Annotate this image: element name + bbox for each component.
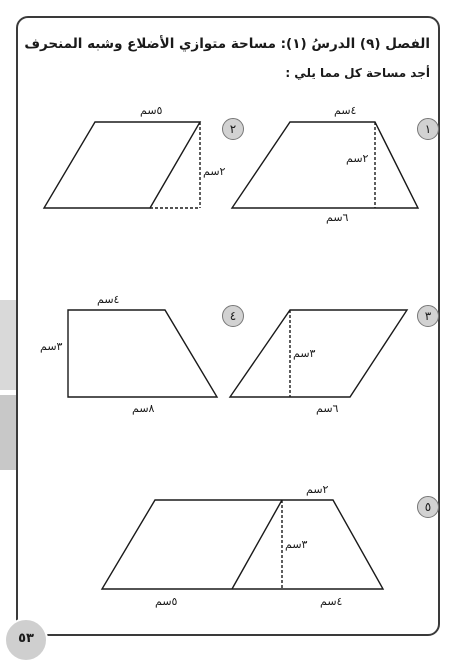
p2-height-label: ٢سم [203,165,226,178]
instruction-text: أجد مساحة كل مما يلي : [285,66,430,80]
problem-2-badge: ٢ [222,118,244,140]
p1-bottom-label: ٦سم [326,211,349,224]
p4-height-label: ٣سم [40,340,63,353]
p1-height-label: ٢سم [346,152,369,165]
p3-bottom-label: ٦سم [316,402,339,415]
problem-3-badge: ٣ [417,305,439,327]
page-number: ٥٣ [4,618,48,662]
trapezoid-4 [68,310,217,397]
problem-5-badge: ٥ [417,496,439,518]
lesson-title: الفصل (٩) الدرسُ (١): مساحة متوازي الأضلاع وشبه المنحرف [24,36,430,52]
parallelogram-3 [230,310,407,397]
p1-top-label: ٤سم [334,104,357,117]
problem-1-badge: ١ [417,118,439,140]
p5-height-label: ٣سم [285,538,308,551]
p3-height-label: ٣سم [293,347,316,360]
problem-4-badge: ٤ [222,305,244,327]
p2-top-label: ٥سم [140,104,163,117]
trapezoid-5 [102,500,383,589]
p4-bottom-label: ٨سم [132,402,155,415]
p4-top-label: ٤سم [97,293,120,306]
p5-bottom-right-label: ٤سم [320,595,343,608]
parallelogram-2 [44,122,200,208]
p5-top-label: ٢سم [306,483,329,496]
p5-bottom-left-label: ٥سم [155,595,178,608]
divider-5 [232,500,282,589]
trapezoid-1 [232,122,418,208]
